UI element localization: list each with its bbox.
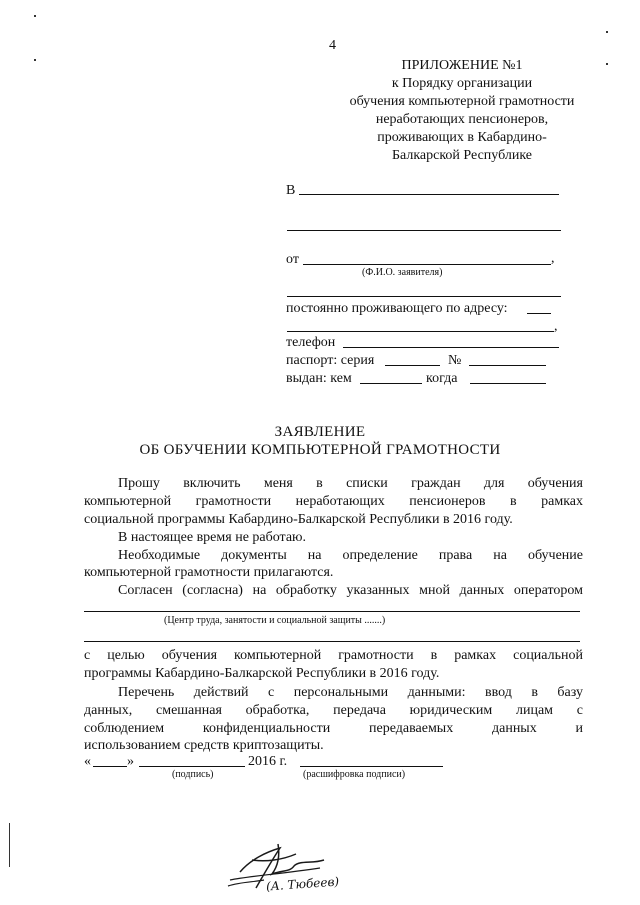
paragraph-line: Прошу включить меня в списки граждан для обучения — [118, 476, 583, 491]
handwritten-name: (А. Тюбеев) — [265, 874, 340, 894]
appendix-line: Балкарской Республике — [391, 148, 533, 163]
address-line-end[interactable] — [527, 313, 551, 314]
issued-when-line[interactable] — [470, 383, 546, 384]
paragraph-line: Согласен (согласна) на обработку указанных мной данных оператором — [118, 583, 583, 598]
scan-speck — [606, 63, 608, 65]
paragraph-line: компьютерной грамотности неработающих пенсионеров в рамках — [84, 494, 583, 509]
appendix-line: обучения компьютерной грамотности — [349, 94, 575, 109]
number-sign: № — [448, 353, 462, 368]
recipient-line[interactable] — [299, 194, 559, 195]
date-month-line[interactable] — [139, 766, 245, 767]
comma: , — [551, 251, 555, 266]
passport-series-line[interactable] — [385, 365, 440, 366]
scan-speck — [34, 59, 36, 61]
recipient-line-2[interactable] — [287, 230, 561, 231]
operator-line-2[interactable] — [84, 641, 580, 642]
paragraph-line: программы Кабардино-Балкарской Республики в 2016 году. — [84, 666, 440, 681]
signature-caption: (подпись) — [172, 769, 214, 780]
phone-label: телефон — [286, 335, 336, 350]
from-prefix: от — [286, 252, 299, 267]
paragraph-line: компьютерной грамотности прилагаются. — [84, 565, 334, 580]
date-day-line[interactable] — [93, 766, 127, 767]
paragraph-line: Перечень действий с персональными данными: ввод в базу — [118, 685, 583, 700]
paragraph-line: соблюдением конфиденциальности передаваемых данных и — [84, 721, 583, 736]
applicant-name-line-2[interactable] — [287, 296, 561, 297]
statement-title: ЗАЯВЛЕНИЕ — [274, 424, 366, 440]
to-prefix: В — [286, 183, 296, 198]
fio-caption: (Ф.И.О. заявителя) — [362, 267, 443, 278]
paragraph-line: с целью обучения компьютерной грамотности в рамках социальной — [84, 648, 583, 663]
paragraph-line: В настоящее время не работаю. — [118, 530, 307, 545]
applicant-name-line[interactable] — [303, 264, 551, 265]
passport-label: паспорт: серия — [286, 353, 375, 368]
paragraph-line: социальной программы Кабардино-Балкарской Республики в 2016 году. — [84, 512, 513, 527]
when-label: когда — [426, 371, 458, 386]
statement-subtitle: ОБ ОБУЧЕНИИ КОМПЬЮТЕРНОЙ ГРАМОТНОСТИ — [139, 442, 501, 458]
appendix-line: проживающих в Кабардино- — [377, 130, 547, 145]
phone-line[interactable] — [343, 347, 559, 348]
address-label: постоянно проживающего по адресу: — [286, 301, 508, 316]
left-margin-mark — [9, 823, 10, 867]
issued-by-line[interactable] — [360, 383, 422, 384]
paragraph-line: использованием средств криптозащиты. — [84, 738, 324, 753]
appendix-line: неработающих пенсионеров, — [375, 112, 549, 127]
appendix-title: ПРИЛОЖЕНИЕ №1 — [401, 58, 523, 73]
passport-number-line[interactable] — [469, 365, 546, 366]
decode-caption: (расшифровка подписи) — [303, 769, 406, 780]
address-line[interactable] — [287, 331, 554, 332]
date-close-quote: » — [127, 754, 134, 769]
paragraph-line: данных, смешанная обработка, передача юридическим лицам с — [84, 703, 583, 718]
decode-line[interactable] — [300, 766, 443, 767]
issued-label: выдан: кем — [286, 371, 352, 386]
scan-speck — [606, 31, 608, 33]
operator-caption: (Центр труда, занятости и социальной защиты .......) — [164, 615, 386, 626]
operator-line[interactable] — [84, 611, 580, 612]
date-year: 2016 г. — [248, 754, 288, 769]
appendix-line: к Порядку организации — [391, 76, 533, 91]
page-number: 4 — [329, 38, 336, 53]
scan-speck — [34, 15, 36, 17]
paragraph-line: Необходимые документы на определение права на обучение — [118, 548, 583, 563]
comma: , — [554, 319, 558, 334]
date-open-quote: « — [84, 754, 91, 769]
